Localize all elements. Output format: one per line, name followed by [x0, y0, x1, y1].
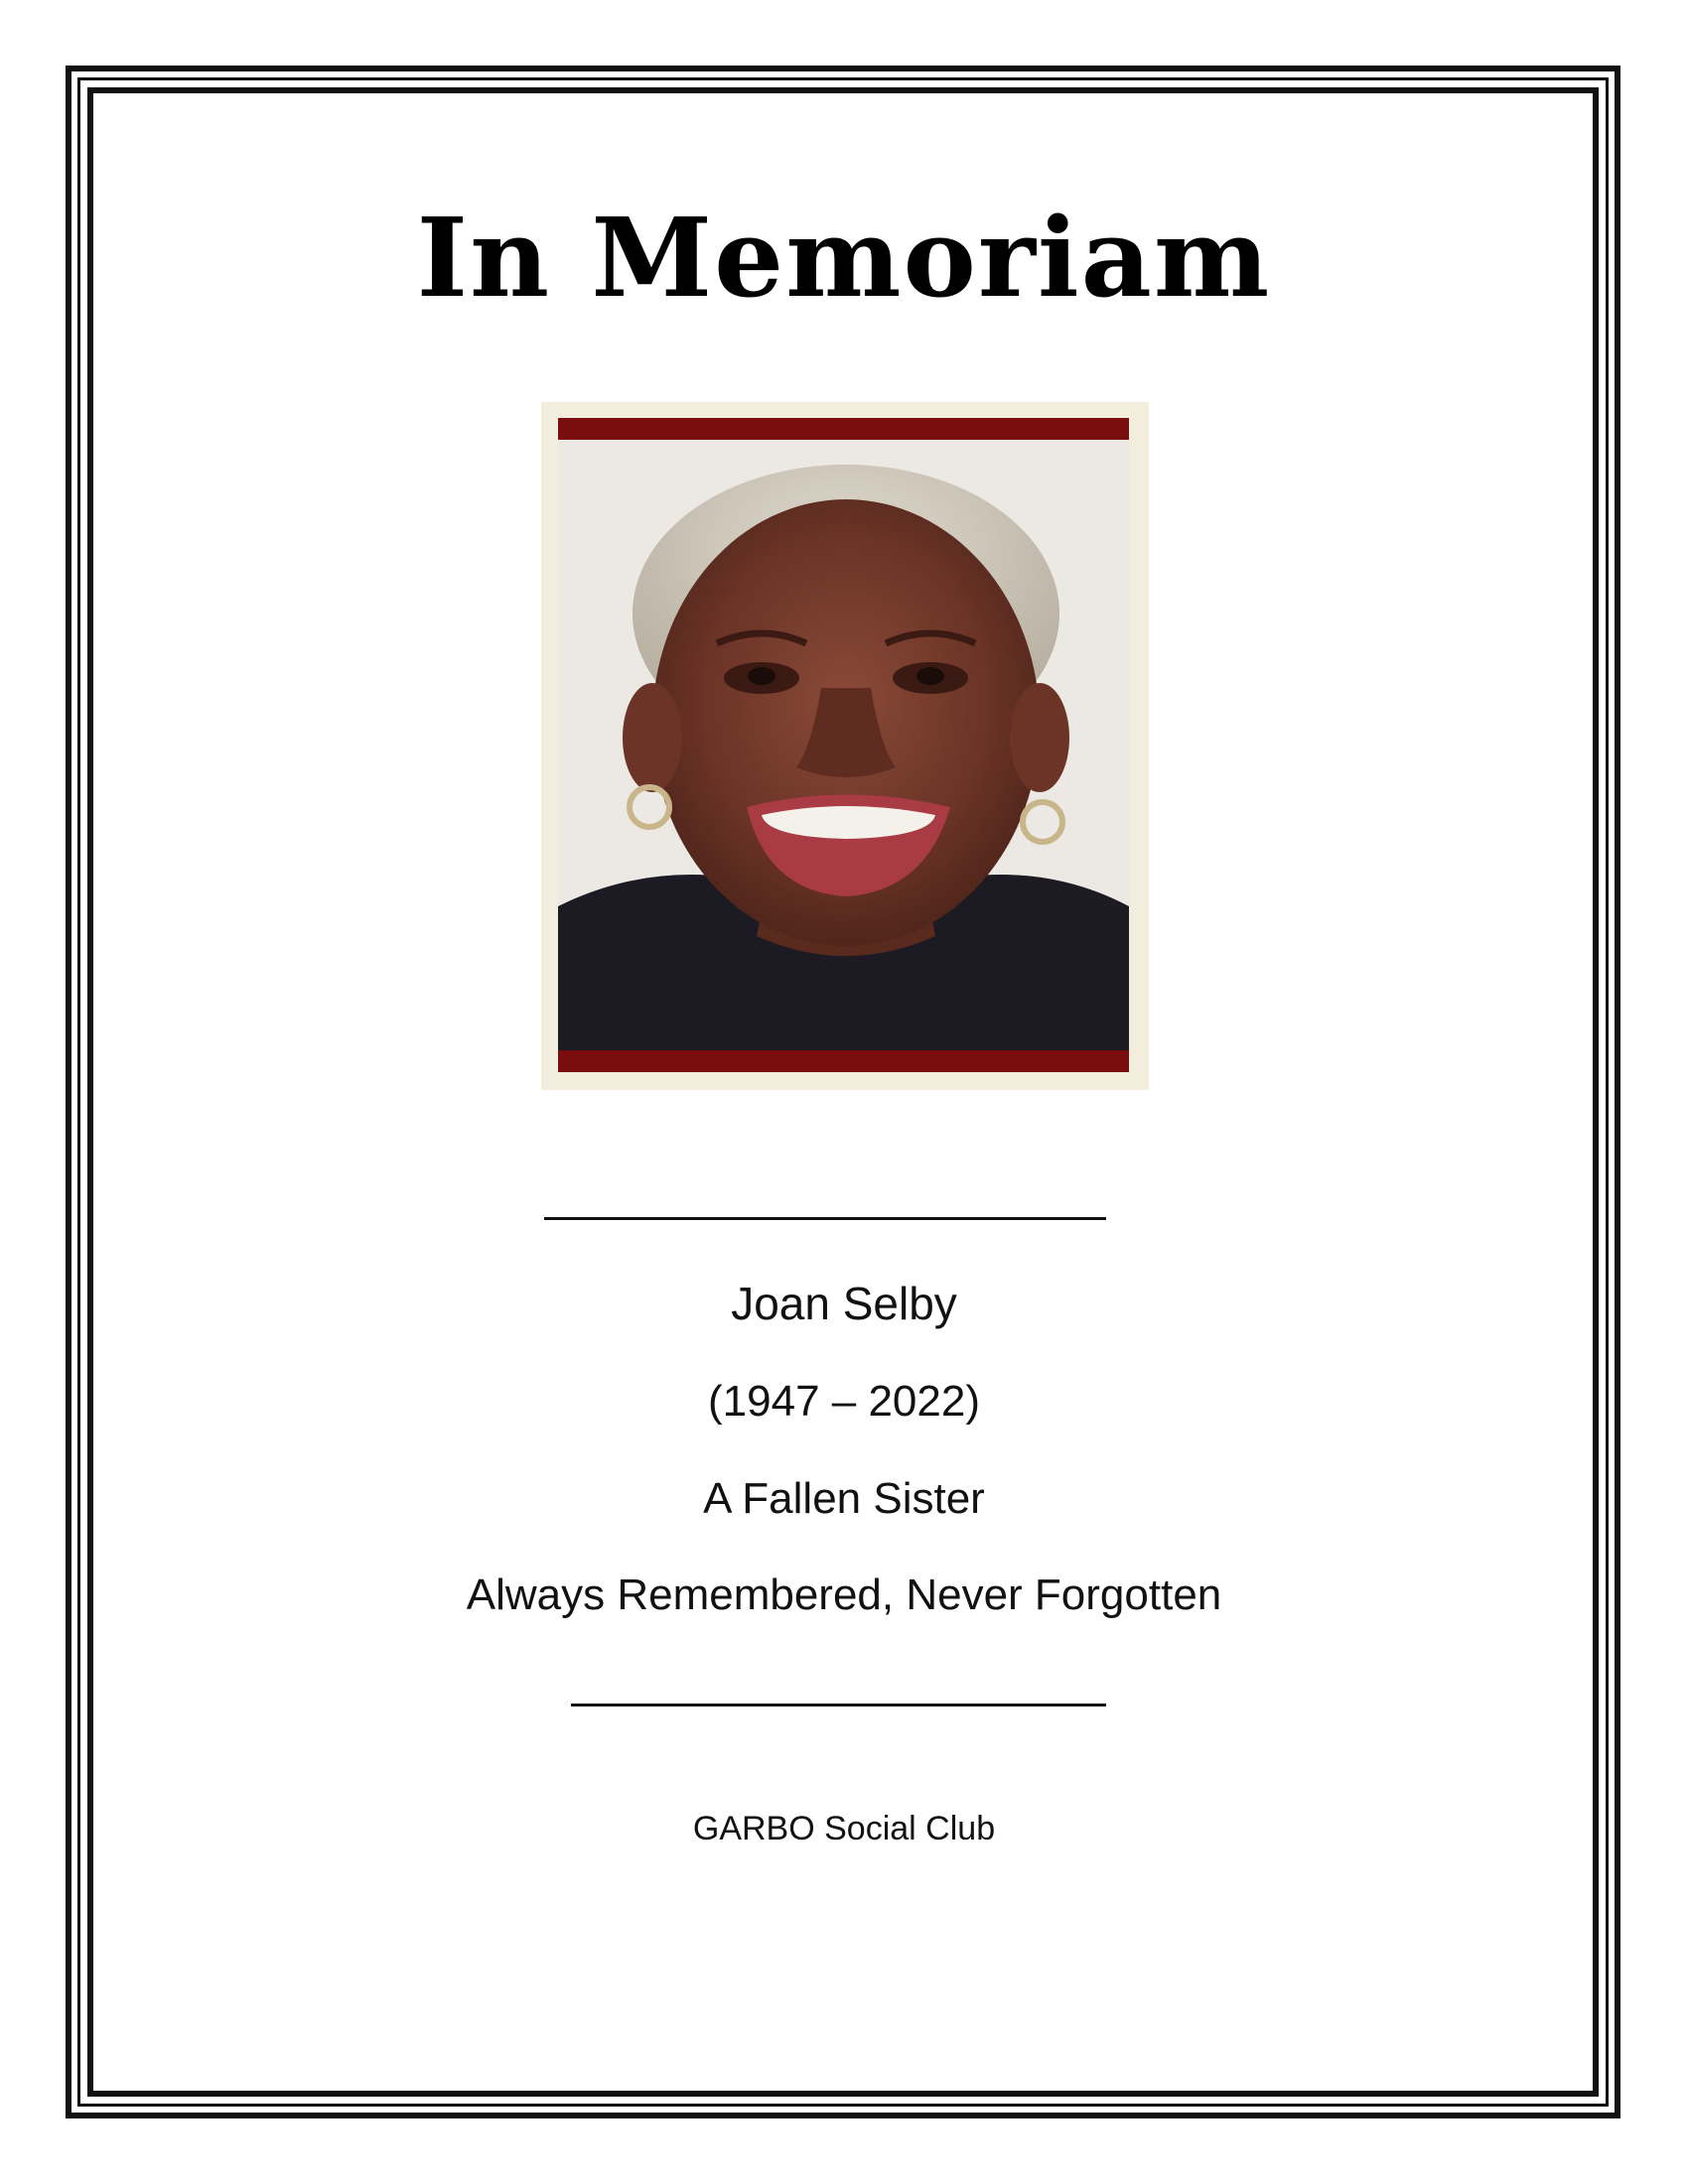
photo-bottom-accent-bar: [558, 1050, 1129, 1072]
portrait-photo: [541, 402, 1149, 1090]
page-title: In Memoriam: [416, 194, 1272, 322]
photo-top-accent-bar: [558, 418, 1129, 440]
divider-line-bottom: [571, 1704, 1106, 1706]
life-years: (1947 – 2022): [708, 1377, 980, 1426]
deceased-name: Joan Selby: [731, 1278, 957, 1329]
subtitle: A Fallen Sister: [703, 1474, 985, 1523]
tagline: Always Remembered, Never Forgotten: [466, 1570, 1222, 1619]
organization-name: GARBO Social Club: [692, 1810, 996, 1847]
page-border-inner: [87, 87, 1599, 2097]
divider-line-top: [544, 1217, 1106, 1220]
portrait-image: [558, 440, 1129, 1050]
